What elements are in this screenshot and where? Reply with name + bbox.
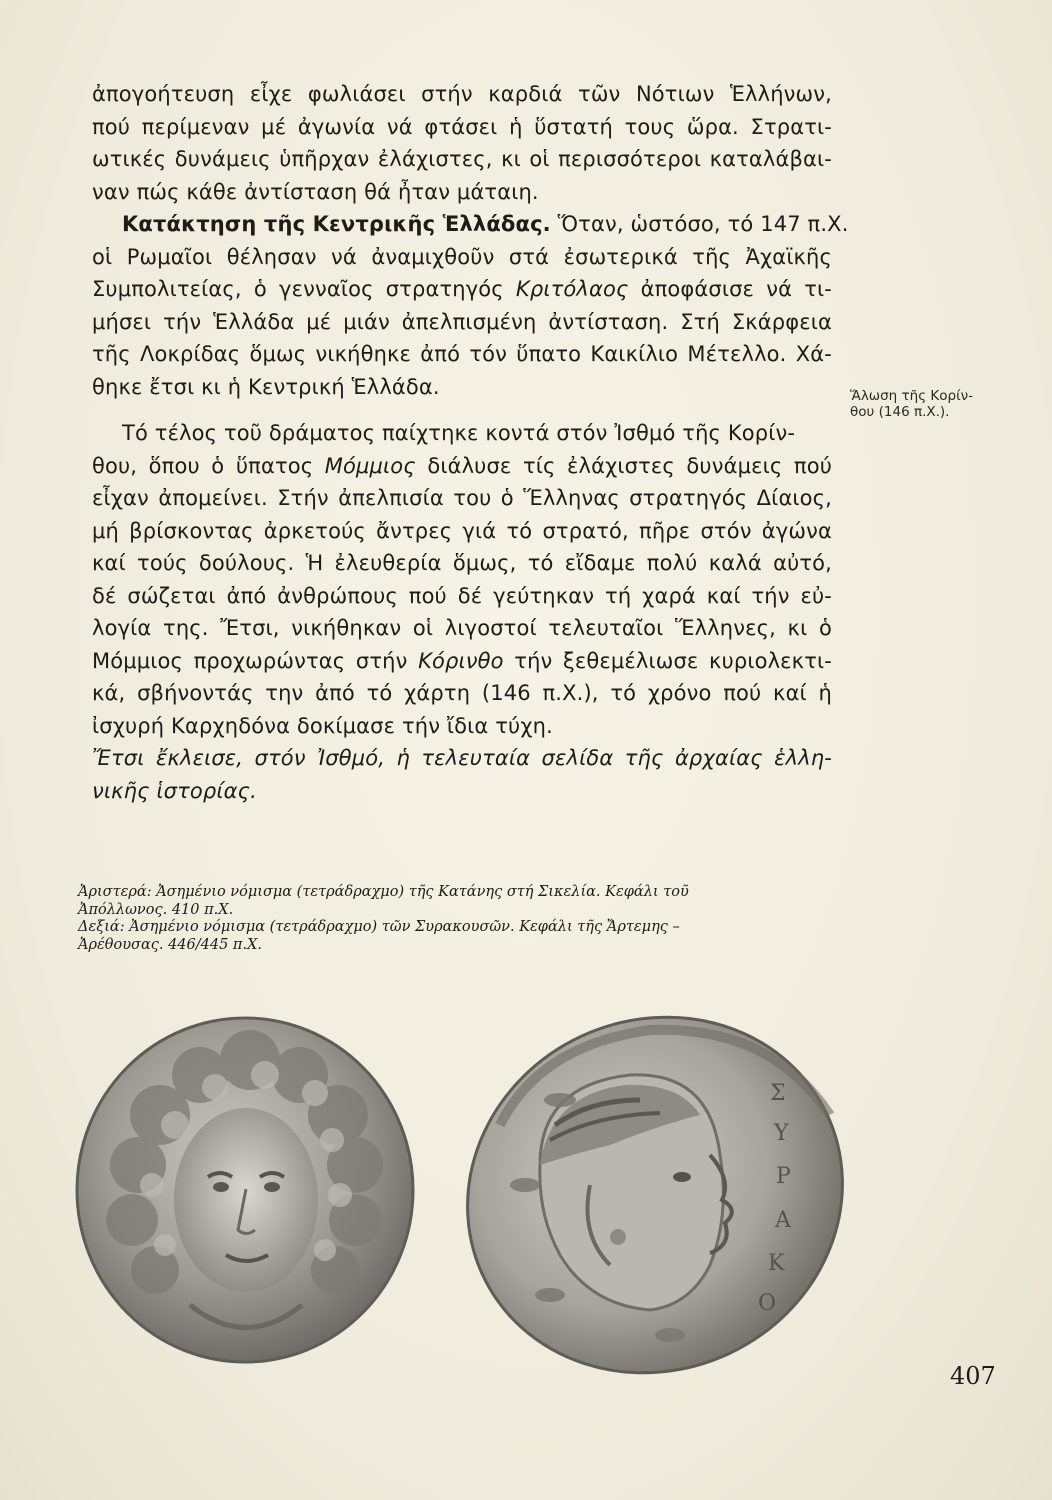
svg-text:Α: Α [775, 1208, 791, 1233]
margin-note-line: θου (146 π.Χ.). [850, 404, 950, 420]
text-line: τῆς Λοκρίδας ὅμως νικήθηκε ἀπό τόν ὕπατο Καικίλιο Μέτελλο. Χά- [92, 342, 832, 366]
text-line: κά, σβήνοντάς την ἀπό τό χάρτη (146 π.Χ.), τό χρόνο πού καί ἡ [92, 681, 832, 705]
paragraph-3 [92, 417, 832, 742]
text-fragment: διάλυσε τίς ἐλάχιστες δυνάμεις πού [415, 453, 832, 478]
text-fragment: Συμπολιτείας, ὁ γενναῖος στρατηγός [92, 277, 516, 301]
svg-text:Υ: Υ [774, 1121, 789, 1146]
text-line [92, 273, 832, 306]
svg-text:Ο: Ο [758, 1291, 777, 1316]
margin-note [850, 388, 1010, 420]
text-line [92, 208, 849, 241]
svg-text:Ρ: Ρ [776, 1164, 791, 1189]
text-line [92, 645, 832, 678]
text-fragment: τήν ξεθεμέλιωσε κυριολεκτι- [503, 648, 832, 673]
paragraph-gap [92, 403, 832, 417]
svg-text:Σ: Σ [770, 1081, 786, 1106]
text-line: οἱ Ρωμαῖοι θέλησαν νά ἀναμιχθοῦν στά ἐσωτερικά τῆς Ἀχαϊκῆς [92, 244, 832, 269]
text-line: Ἔτσι ἔκλεισε, στόν Ἰσθμό, ἡ τελευταία σελίδα τῆς ἀρχαίας ἑλλη- [92, 746, 832, 770]
caption-right-line: Δεξιά: Ἀσημένιο νόμισμα (τετράδραχμο) τῶν Συρακουσῶν. Κεφάλι τῆς Ἄρτεμης – [78, 919, 680, 935]
section-heading: Κατάκτηση τῆς Κεντρικῆς Ἑλλάδας. [122, 212, 551, 236]
text-line: ἰσχυρή Καρχηδόνα δοκίμασε τήν ἴδια τύχη. [92, 713, 553, 738]
text-fragment: Ὅταν, ὡστόσο, τό 147 π.Χ. [550, 212, 849, 236]
text-line: Τό τέλος τοῦ δράματος παίχτηκε κοντά στόν Ἰσθμό τῆς Κορίν- [122, 421, 796, 445]
margin-note-line: Ἅλωση τῆς Κορίν- [850, 388, 974, 404]
paragraph-2 [92, 208, 849, 403]
text-line: λογία της. Ἔτσι, νικήθηκαν οἱ λιγοστοί τελευταῖοι Ἕλληνες, κι ὁ [92, 616, 832, 640]
paragraph-4 [92, 742, 832, 807]
main-text [92, 78, 849, 807]
text-line: ἀπογοήτευση εἶχε φωλιάσει στήν καρδιά τῶν Νότιων Ἑλλήνων, [92, 82, 832, 106]
caption-left-line: Ἀπόλλωνος. 410 π.Χ. [78, 901, 234, 918]
text-line: ωτικές δυνάμεις ὑπῆρχαν ἐλάχιστες, κι οἱ περισσότεροι καταλάβαι- [92, 147, 832, 171]
text-fragment: ἀποφάσισε νά τι- [628, 277, 832, 301]
text-line [92, 450, 832, 483]
text-line: δέ σώζεται ἀπό ἀνθρώπους πού δέ γεύτηκαν τή χαρά καί τήν εὐ- [92, 583, 832, 608]
text-fragment: Μόμμιος προχωρώντας στήν [92, 648, 419, 673]
text-line: πού περίμεναν μέ ἀγωνία νά φτάσει ἡ ὕστατή τους ὥρα. Στρατι- [92, 114, 832, 139]
text-fragment: θου, ὅπου ὁ ὕπατος [92, 453, 325, 478]
caption-left-line: Ἀριστερά: Ἀσημένιο νόμισμα (τετράδραχμο) τῆς Κατάνης στή Σικελία. Κεφάλι τοῦ [78, 884, 689, 900]
caption-right-line: Ἀρέθουσας. 446/445 π.Χ. [78, 936, 262, 953]
coin-left-apollo [77, 1018, 413, 1362]
page-number: 407 [950, 1362, 996, 1390]
text-line: θηκε ἔτσι κι ἡ Κεντρική Ἑλλάδα. [92, 374, 440, 399]
svg-text:Κ: Κ [768, 1251, 785, 1276]
emphasis-name: Κόρινθο [418, 648, 504, 673]
text-line: καί τούς δούλους. Ἡ ἐλευθερία ὅμως, τό εἴδαμε πολύ καλά αὐτό, [92, 551, 832, 575]
text-line: μήσει τήν Ἑλλάδα μέ μιάν ἀπελπισμένη ἀντίσταση. Στή Σκάρφεια [92, 309, 832, 334]
coin-right-arethusa [409, 1005, 870, 1375]
text-line: εἶχαν ἀπομείνει. Στήν ἀπελπισία του ὁ Ἕλληνας στρατηγός Δίαιος, [92, 486, 832, 510]
text-line: μή βρίσκοντας ἀρκετούς ἄντρες γιά τό στρατό, πῆρε στόν ἀγώνα [92, 518, 832, 543]
emphasis-name: Μόμμιος [324, 453, 416, 478]
coin-photographs [70, 1005, 870, 1375]
paragraph-1 [92, 78, 832, 208]
emphasis-name: Κριτόλαος [515, 277, 629, 301]
coin-captions [78, 884, 858, 954]
text-line: νικῆς ἱστορίας. [92, 778, 257, 803]
text-line: ναν πώς κάθε ἀντίσταση θά ἦταν μάταιη. [92, 179, 539, 204]
